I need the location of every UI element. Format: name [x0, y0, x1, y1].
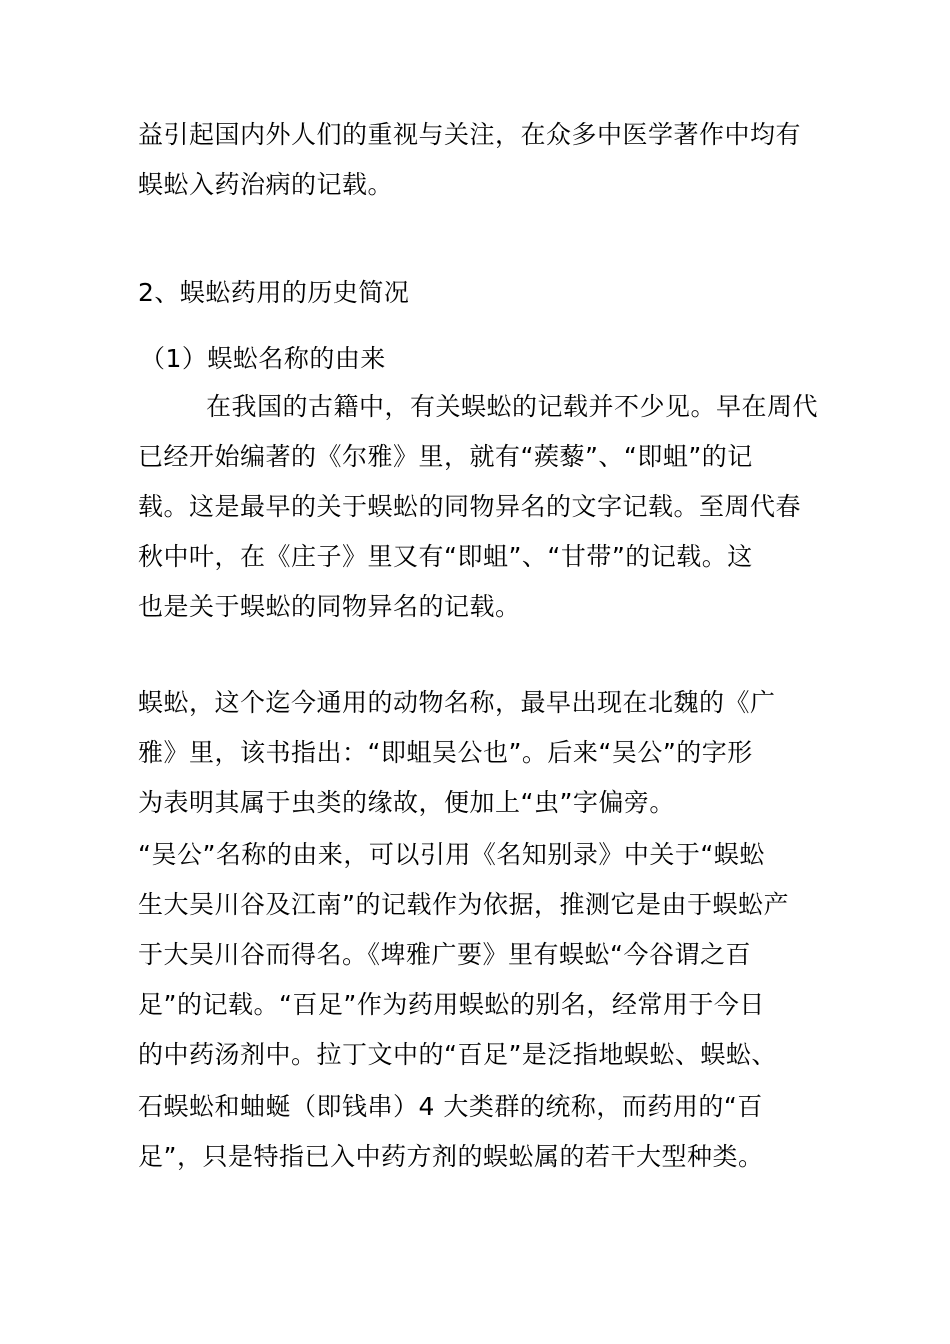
paragraph-line: 足”的记载。“百足”作为药用蜈蚣的别名，经常用于今日 [138, 990, 765, 1019]
paragraph-line: 石蜈蚣和蚰蜒（即钱串）4 大类群的统称，而药用的“百 [138, 1092, 763, 1121]
paragraph-line: 蜈蚣入药治病的记载。 [138, 170, 394, 199]
paragraph-line: 益引起国内外人们的重视与关注，在众多中医学著作中均有 [138, 120, 802, 149]
paragraph-line: 足”，只是特指已入中药方剂的蜈蚣属的若干大型种类。 [138, 1142, 764, 1171]
paragraph-line: 蜈蚣，这个迄今通用的动物名称，最早出现在北魏的《广 [138, 688, 776, 717]
paragraph-line: 在我国的古籍中，有关蜈蚣的记载并不少见。早在周代 [206, 392, 819, 421]
paragraph-line: 的中药汤剂中。拉丁文中的“百足”是泛指地蜈蚣、蜈蚣、 [138, 1040, 777, 1069]
paragraph-line: “吴公”名称的由来，可以引用《名知别录》中关于“蜈蚣 [138, 840, 765, 869]
paragraph-line: 生大吴川谷及江南”的记载作为依据，推测它是由于蜈蚣产 [138, 890, 789, 919]
paragraph-line: 于大吴川谷而得名。《埤雅广要》里有蜈蚣“今谷谓之百 [138, 940, 751, 969]
paragraph-line: 载。这是最早的关于蜈蚣的同物异名的文字记载。至周代春 [138, 492, 802, 521]
paragraph-line: 为表明其属于虫类的缘故，便加上“虫”字偏旁。 [138, 788, 675, 817]
paragraph-line: 也是关于蜈蚣的同物异名的记载。 [138, 592, 521, 621]
paragraph-line: 秋中叶，在《庄子》里又有“即蛆”、“甘带”的记载。这 [138, 542, 753, 571]
paragraph-line: 雅》里，该书指出：“即蛆吴公也”。后来“吴公”的字形 [138, 738, 753, 767]
section-heading: 2、蜈蚣药用的历史简况 [138, 278, 410, 307]
subsection-heading: （1）蜈蚣名称的由来 [140, 344, 386, 373]
paragraph-line: 已经开始编著的《尔雅》里，就有“蒺藜”、“即蛆”的记 [138, 442, 753, 471]
